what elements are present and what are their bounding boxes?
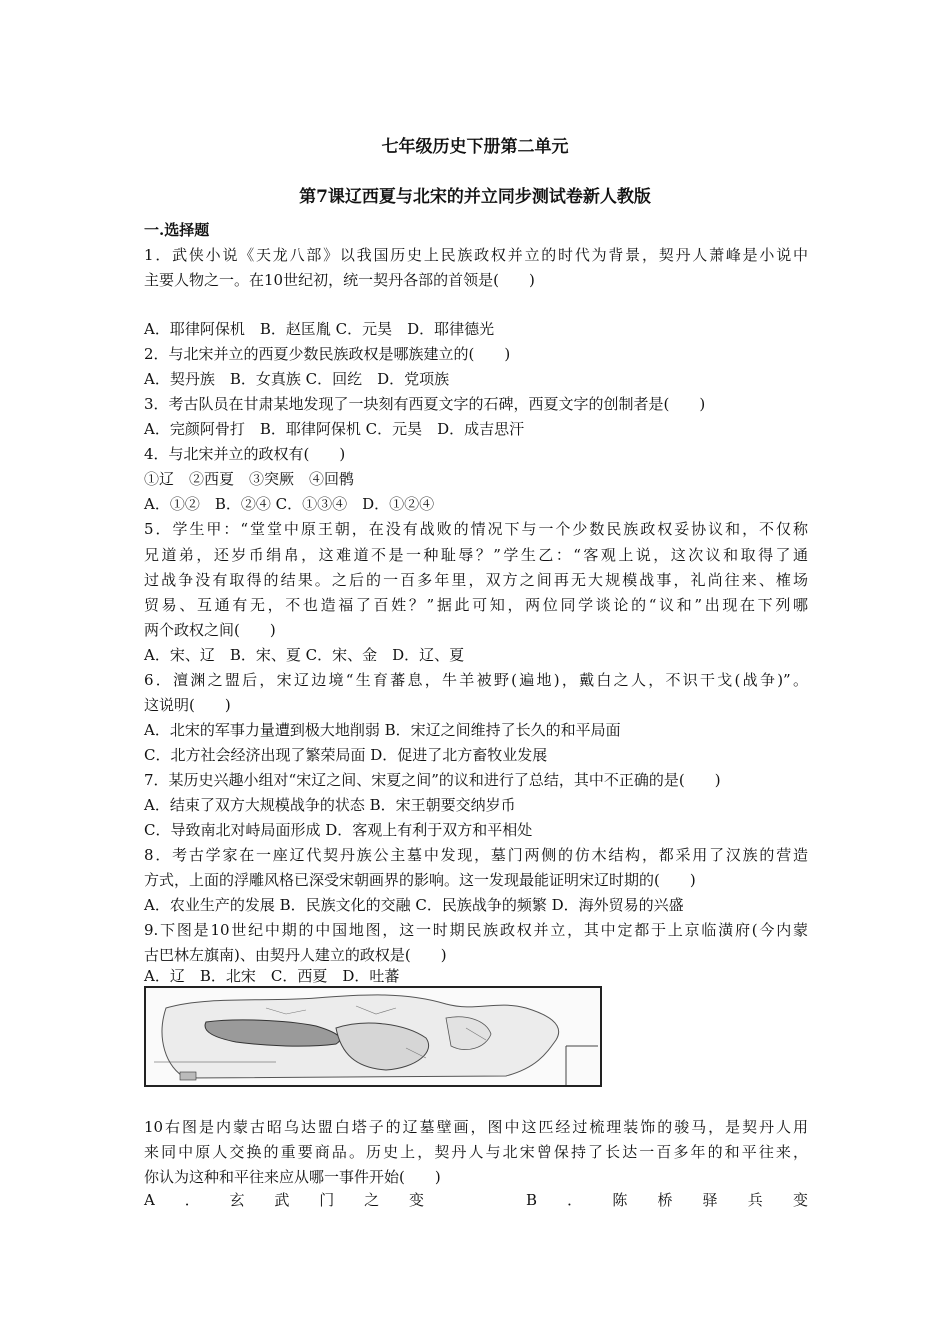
text-line: 古巴林左旗南)、由契丹人建立的政权是( )	[144, 946, 447, 964]
text-line: 你认为这种和平往来应从哪一事件开始( )	[144, 1168, 441, 1186]
option-char: 门	[319, 1191, 335, 1209]
option-char: B	[526, 1191, 538, 1209]
section-heading: 一.选择题	[144, 221, 210, 239]
text-line: 方式，上面的浮雕风格已深受宋朝画界的影响。这一发现最能证明宋辽时期的( )	[144, 871, 696, 889]
text-line: 6．澶渊之盟后，宋辽边境“生育蕃息，牛羊被野(遍地)，戴白之人，不识干戈(战争)”。	[144, 671, 808, 689]
text-line: 2．与北宋并立的西夏少数民族政权是哪族建立的( )	[144, 345, 511, 363]
text-line: C．北方社会经济出现了繁荣局面 D．促进了北方畜牧业发展	[144, 746, 548, 764]
option-char: ．	[184, 1191, 200, 1209]
text-line: 贸易、互通有无，不也造福了百姓？”据此可知，两位同学谈论的“议和”出现在下列哪	[144, 596, 808, 614]
text-line: 5．学生甲：“堂堂中原王朝，在没有战败的情况下与一个少数民族政权妥协议和，不仅称	[144, 520, 808, 538]
text-line: 1．武侠小说《天龙八部》以我国历史上民族政权并立的时代为背景，契丹人萧峰是小说中	[144, 246, 808, 264]
china-map-figure	[144, 986, 602, 1087]
text-line: 过战争没有取得的结果。之后的一百多年里，双方之间再无大规模战事，礼尚往来、榷场	[144, 571, 808, 589]
text-line: 10右图是内蒙古昭乌达盟白塔子的辽墓壁画，图中这匹经过梳理装饰的骏马，是契丹人用	[144, 1118, 808, 1136]
text-line: A．契丹族 B．女真族 C．回纥 D．党项族	[144, 370, 450, 388]
option-char: 变	[408, 1191, 424, 1209]
option-b-spread	[526, 1188, 808, 1212]
text-line: A．①② B．②④ C．①③④ D．①②④	[144, 495, 435, 513]
option-char: 桥	[657, 1191, 673, 1209]
option-char: 兵	[747, 1191, 763, 1209]
text-line: 来同中原人交换的重要商品。历史上，契丹人与北宋曾保持了长达一百多年的和平往来，	[144, 1143, 808, 1161]
doc-title: 七年级历史下册第二单元	[381, 137, 569, 157]
option-char: 陈	[612, 1191, 628, 1209]
text-line: A．北宋的军事力量遭到极大地削弱 B．宋辽之间维持了长久的和平局面	[144, 721, 621, 739]
text-line: 两个政权之间( )	[144, 621, 276, 639]
option-char: 之	[364, 1191, 380, 1209]
text-line: 7．某历史兴趣小组对“宋辽之间、宋夏之间”的议和进行了总结，其中不正确的是( )	[144, 771, 721, 789]
option-char: 驿	[702, 1191, 718, 1209]
text-line: 兄道弟，还岁币绢帛，这难道不是一种耻辱？”学生乙：“客观上说，这次议和取得了通	[144, 546, 808, 564]
option-char: A	[144, 1191, 155, 1209]
text-line: A．农业生产的发展 B．民族文化的交融 C．民族战争的频繁 D．海外贸易的兴盛	[144, 896, 684, 914]
text-line: 8．考古学家在一座辽代契丹族公主墓中发现，墓门两侧的仿木结构，都采用了汉族的营造	[144, 846, 808, 864]
option-a-spread	[144, 1188, 424, 1212]
text-line: 3．考古队员在甘肃某地发现了一块刻有西夏文字的石碑，西夏文字的创制者是( )	[144, 395, 706, 413]
text-line: A．结束了双方大规模战争的状态 B．宋王朝要交纳岁币	[144, 796, 516, 814]
option-char: 玄	[229, 1191, 245, 1209]
text-line: C．导致南北对峙局面形成 D．客观上有利于双方和平相处	[144, 821, 533, 839]
option-char: 武	[274, 1191, 290, 1209]
doc-subtitle: 第7课辽西夏与北宋的并立同步测试卷新人教版	[299, 187, 651, 207]
text-line: A．完颜阿骨打 B．耶律阿保机 C．元昊 D．成吉思汗	[144, 420, 525, 438]
text-line: 4．与北宋并立的政权有( )	[144, 445, 346, 463]
text-line: A．辽 B．北宋 C．西夏 D．吐蕃	[144, 967, 400, 985]
option-char: 变	[792, 1191, 808, 1209]
text-line: ①辽 ②西夏 ③突厥 ④回鹘	[144, 470, 355, 488]
text-line: 主要人物之一。在10世纪初，统一契丹各部的首领是( )	[144, 271, 535, 289]
text-line: 这说明( )	[144, 696, 231, 714]
option-char: ．	[567, 1191, 583, 1209]
map-illustration	[146, 988, 600, 1085]
text-line: A．耶律阿保机 B．赵匡胤 C．元昊 D．耶律德光	[144, 320, 495, 338]
text-line: A．宋、辽 B．宋、夏 C．宋、金 D．辽、夏	[144, 646, 465, 664]
text-line: 9.下图是10世纪中期的中国地图，这一时期民族政权并立，其中定都于上京临潢府(今内蒙	[144, 921, 808, 939]
